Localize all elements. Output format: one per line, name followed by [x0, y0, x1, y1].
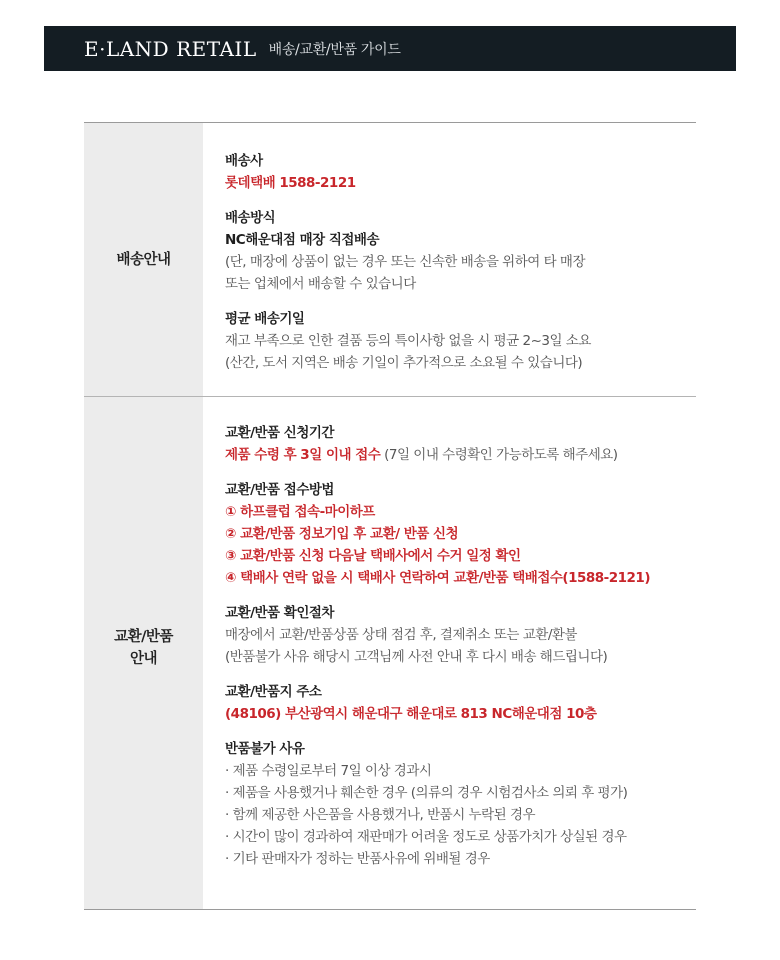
apply-period-note: (7일 이내 수령확인 가능하도록 해주세요)	[380, 447, 618, 463]
apply-step: ② 교환/반품 정보기입 후 교환/ 반품 신청	[225, 526, 459, 542]
delivery-content	[203, 123, 696, 396]
carrier-block	[225, 150, 696, 194]
method-note-line: 또는 업체에서 배송할 수 있습니다	[225, 276, 416, 292]
carrier-value: 롯데택배 1588-2121	[225, 175, 356, 191]
not-allowed-title: 반품불가 사유	[225, 741, 305, 757]
not-allowed-item: · 시간이 많이 경과하여 재판매가 어려울 정도로 상품가치가 상실된 경우	[225, 829, 627, 845]
apply-period-block	[225, 422, 696, 466]
period-title: 평균 배송기일	[225, 311, 305, 327]
apply-step: ① 하프클럽 접속-마이하프	[225, 504, 375, 520]
carrier-title: 배송사	[225, 153, 263, 169]
confirm-block	[225, 602, 696, 668]
method-block	[225, 207, 696, 295]
apply-period-title: 교환/반품 신청기간	[225, 425, 334, 441]
period-block	[225, 308, 696, 374]
confirm-line: (반품불가 사유 해당시 고객님께 사전 안내 후 다시 배송 해드립니다)	[225, 649, 608, 665]
period-line: 재고 부족으로 인한 결품 등의 특이사항 없을 시 평균 2~3일 소요	[225, 333, 591, 349]
address-title: 교환/반품지 주소	[225, 684, 322, 700]
period-line: (산간, 도서 지역은 배송 기일이 추가적으로 소요될 수 있습니다)	[225, 355, 583, 371]
method-title: 배송방식	[225, 210, 276, 226]
guide-table	[84, 122, 696, 910]
brand-logo[interactable]: E·LAND RETAIL	[84, 36, 257, 61]
method-value: NC해운대점 매장 직접배송	[225, 232, 380, 248]
not-allowed-block	[225, 738, 696, 870]
header-bar	[44, 26, 736, 71]
confirm-line: 매장에서 교환/반품상품 상태 점검 후, 결제취소 또는 교환/환불	[225, 627, 577, 643]
delivery-label: 배송안내	[84, 123, 203, 396]
apply-method-block	[225, 479, 696, 589]
not-allowed-item: · 제품 수령일로부터 7일 이상 경과시	[225, 763, 432, 779]
address-block	[225, 681, 696, 725]
delivery-section	[84, 123, 696, 396]
not-allowed-item: · 함께 제공한 사은품을 사용했거나, 반품시 누락된 경우	[225, 807, 536, 823]
not-allowed-item: · 제품을 사용했거나 훼손한 경우 (의류의 경우 시험검사소 의뢰 후 평가)	[225, 785, 628, 801]
apply-period-highlight: 제품 수령 후 3일 이내 접수	[225, 447, 381, 463]
address-value: (48106) 부산광역시 해운대구 해운대로 813 NC해운대점 10층	[225, 706, 597, 722]
exchange-content	[203, 397, 696, 909]
apply-step: ③ 교환/반품 신청 다음날 택배사에서 수거 일정 확인	[225, 548, 521, 564]
method-note-line: (단, 매장에 상품이 없는 경우 또는 신속한 배송을 위하여 타 매장	[225, 254, 585, 270]
exchange-section	[84, 396, 696, 909]
apply-method-title: 교환/반품 접수방법	[225, 482, 334, 498]
apply-period-line	[225, 444, 696, 466]
page-title: 배송/교환/반품 가이드	[268, 41, 401, 58]
confirm-title: 교환/반품 확인절차	[225, 605, 334, 621]
not-allowed-item: · 기타 판매자가 정하는 반품사유에 위배될 경우	[225, 851, 490, 867]
exchange-label: 교환/반품 안내	[84, 397, 203, 909]
apply-step: ④ 택배사 연락 없을 시 택배사 연락하여 교환/반품 택배접수(1588-2121)	[225, 570, 650, 586]
